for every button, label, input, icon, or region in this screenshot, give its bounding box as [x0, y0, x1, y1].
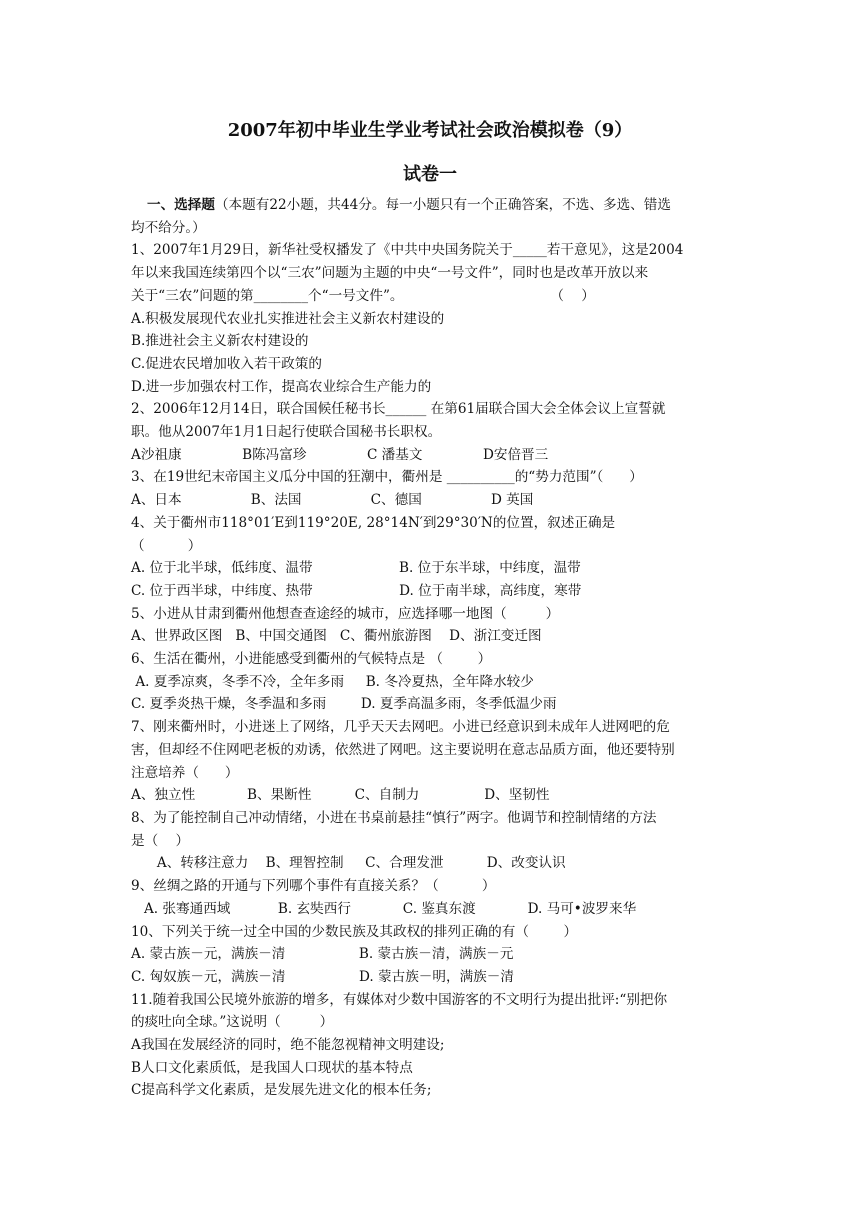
text-line: A. 夏季凉爽，冬季不冷，全年多雨 B. 冬冷夏热，全年降水较少 [131, 673, 534, 690]
text-line: C.促进农民增加收入若干政策的 [131, 355, 322, 372]
text-line: B.推进社会主义新农村建设的 [131, 333, 309, 350]
text-line: 7、刚来衢州时，小进迷上了网络，几乎天天去网吧。小进已经意识到未成年人进网吧的危 [131, 719, 670, 736]
text-line: 是（ ） [131, 832, 190, 849]
text-line: 1、2007年1月29日，新华社受权播发了《中共中央国务院关于_____若干意见》，这是2004 [131, 242, 684, 259]
text-line: 11.随着我国公民境外旅游的增多，有媒体对少数中国游客的不文明行为提出批评:“别把你 [131, 991, 668, 1008]
text-line: 的痰吐向全球。”这说明（ ） [131, 1014, 334, 1031]
text-line: 6、生活在衢州，小进能感受到衢州的气候特点是 （ ） [131, 651, 492, 668]
text-line: A、日本 B、法国 C、德国 D 英国 [131, 492, 534, 509]
text-line: B人口文化素质低，是我国人口现状的基本特点 [131, 1059, 413, 1076]
text-line: 3、在19世纪末帝国主义瓜分中国的狂潮中，衢州是 __________的“势力范围”（ ） [131, 469, 643, 486]
section-intro-text: （本题有22小题，共44分。每一小题只有一个正确答案，不选、多选、错选 [214, 197, 671, 213]
text-line: 职。他从2007年1月1日起行使联合国秘书长职权。 [131, 424, 442, 441]
text-line: 9、丝绸之路的开通与下列哪个事件有直接关系？（ ） [131, 878, 496, 895]
document-subtitle: 试卷一 [403, 164, 457, 185]
text-line: C. 夏季炎热干燥，冬季温和多雨 D. 夏季高温多雨，冬季低温少雨 [131, 696, 557, 713]
text-line: 关于“三农”问题的第________个“一号文件”。 （ ） [131, 287, 595, 304]
text-line: 注意培养（ ） [131, 764, 239, 781]
document-title: 2007年初中毕业生学业考试社会政治模拟卷（9） [227, 120, 633, 141]
text-line: C. 匈奴族－元，满族－清 D. 蒙古族－明，满族－清 [131, 968, 514, 985]
text-line: A、独立性 B、果断性 C、自制力 D、坚韧性 [131, 787, 550, 804]
text-line: A沙祖康 B陈冯富珍 C 潘基文 D安倍晋三 [131, 446, 549, 463]
text-line: A. 蒙古族－元，满族－清 B. 蒙古族－清，满族－元 [131, 946, 514, 963]
section-intro-continued: 均不给分。） [131, 219, 206, 236]
text-line: C. 位于西半球，中纬度、热带 D. 位于南半球，高纬度，寒带 [131, 582, 582, 599]
document-body [131, 194, 761, 1102]
text-line: 年以来我国连续第四个以“三农”问题为主题的中央“一号文件”，同时也是改革开放以来 [131, 265, 649, 282]
section-intro [131, 194, 761, 217]
text-line: A. 位于北半球，低纬度、温带 B. 位于东半球，中纬度，温带 [131, 560, 581, 577]
text-line: C提高科学文化素质，是发展先进文化的根本任务; [131, 1082, 432, 1099]
text-line: （ ） [131, 537, 202, 554]
text-line: 4、关于衢州市118°01′E到119°20E, 28°14N′到29°30′N的位置，叙述正确是 [131, 514, 616, 531]
text-line: 害，但却经不住网吧老板的劝诱，依然进了网吧。这主要说明在意志品质方面，他还要特别 [131, 741, 675, 758]
text-line: 10、下列关于统一过全中国的少数民族及其政权的排列正确的有（ ） [131, 923, 578, 940]
text-line: A、世界政区图 B、中国交通图 C、衢州旅游图 D、浙江变迁图 [131, 628, 542, 645]
text-line: A.积极发展现代农业扎实推进社会主义新农村建设的 [131, 310, 445, 327]
text-line: 8、为了能控制自己冲动情绪，小进在书桌前悬挂“慎行”两字。他调节和控制情绪的方法 [131, 809, 657, 826]
text-line: 2、2006年12月14日，联合国候任秘书长______ 在第61届联合国大会全体会议上宣誓就 [131, 401, 666, 418]
text-line: D.进一步加强农村工作，提高农业综合生产能力的 [131, 378, 432, 395]
text-line: A、转移注意力 B、理智控制 C、合理发泄 D、改变认识 [131, 855, 566, 872]
text-line: A我国在发展经济的同时，绝不能忽视精神文明建设; [131, 1037, 445, 1054]
text-line: A. 张骞通西域 B. 玄奘西行 C. 鉴真东渡 D. 马可•波罗来华 [131, 900, 637, 917]
section-heading: 一、选择题 [147, 197, 215, 213]
text-line: 5、小进从甘肃到衢州他想查查途经的城市，应选择哪一地图（ ） [131, 605, 560, 622]
